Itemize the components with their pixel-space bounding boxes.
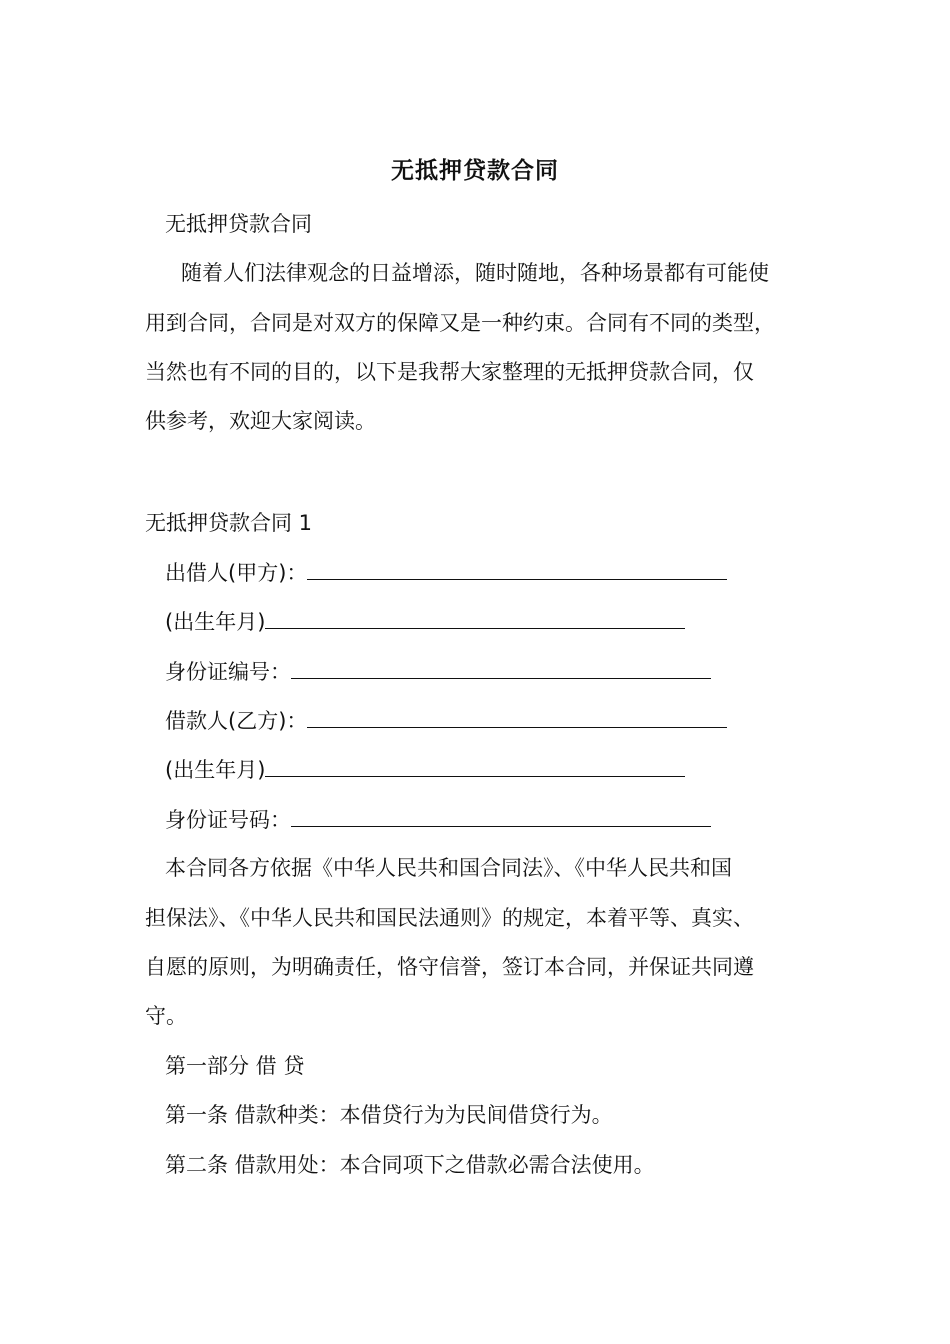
field-label: (出生年月) [165, 610, 266, 634]
field-label: 身份证编号： [165, 660, 291, 684]
fill-in-blank [265, 754, 685, 777]
article-line: 第二条 借款用处：本合同项下之借款必需合法使用。 [165, 1153, 655, 1177]
fill-in-blank [291, 656, 711, 679]
article-line: 第一条 借款种类：本借贷行为为民间借贷行为。 [165, 1103, 613, 1127]
field-label: (出生年月) [165, 758, 266, 782]
form-field-lender-id [165, 656, 855, 687]
basis-line: 守。 [145, 1004, 187, 1028]
form-field-borrower [165, 705, 855, 736]
section-heading: 无抵押贷款合同 1 [145, 511, 313, 535]
basis-line: 本合同各方依据《中华人民共和国合同法》、《中华人民共和国 [165, 856, 732, 880]
document-subtitle: 无抵押贷款合同 [165, 212, 312, 236]
intro-line: 供参考，欢迎大家阅读。 [145, 409, 376, 433]
form-field-lender [165, 557, 855, 588]
fill-in-blank [291, 804, 711, 827]
fill-in-blank [265, 606, 685, 629]
field-label: 身份证号码： [165, 808, 291, 832]
field-label: 出借人(甲方)： [165, 561, 308, 585]
document-title: 无抵押贷款合同 [391, 158, 559, 184]
fill-in-blank [307, 705, 727, 728]
intro-line: 当然也有不同的目的，以下是我帮大家整理的无抵押贷款合同，仅 [145, 360, 754, 384]
form-field-borrower-birth [165, 754, 855, 785]
fill-in-blank [307, 557, 727, 580]
form-field-borrower-id [165, 804, 855, 835]
field-label: 借款人(乙方)： [165, 709, 308, 733]
form-field-lender-birth [165, 606, 855, 637]
intro-line: 随着人们法律观念的日益增添，随时随地，各种场景都有可能使 [181, 261, 769, 285]
intro-line: 用到合同，合同是对双方的保障又是一种约束。合同有不同的类型， [145, 311, 775, 335]
part-heading: 第一部分 借 贷 [165, 1054, 305, 1078]
basis-line: 自愿的原则，为明确责任，恪守信誉，签订本合同，并保证共同遵 [145, 955, 754, 979]
basis-line: 担保法》、《中华人民共和国民法通则》的规定，本着平等、真实、 [145, 906, 754, 930]
